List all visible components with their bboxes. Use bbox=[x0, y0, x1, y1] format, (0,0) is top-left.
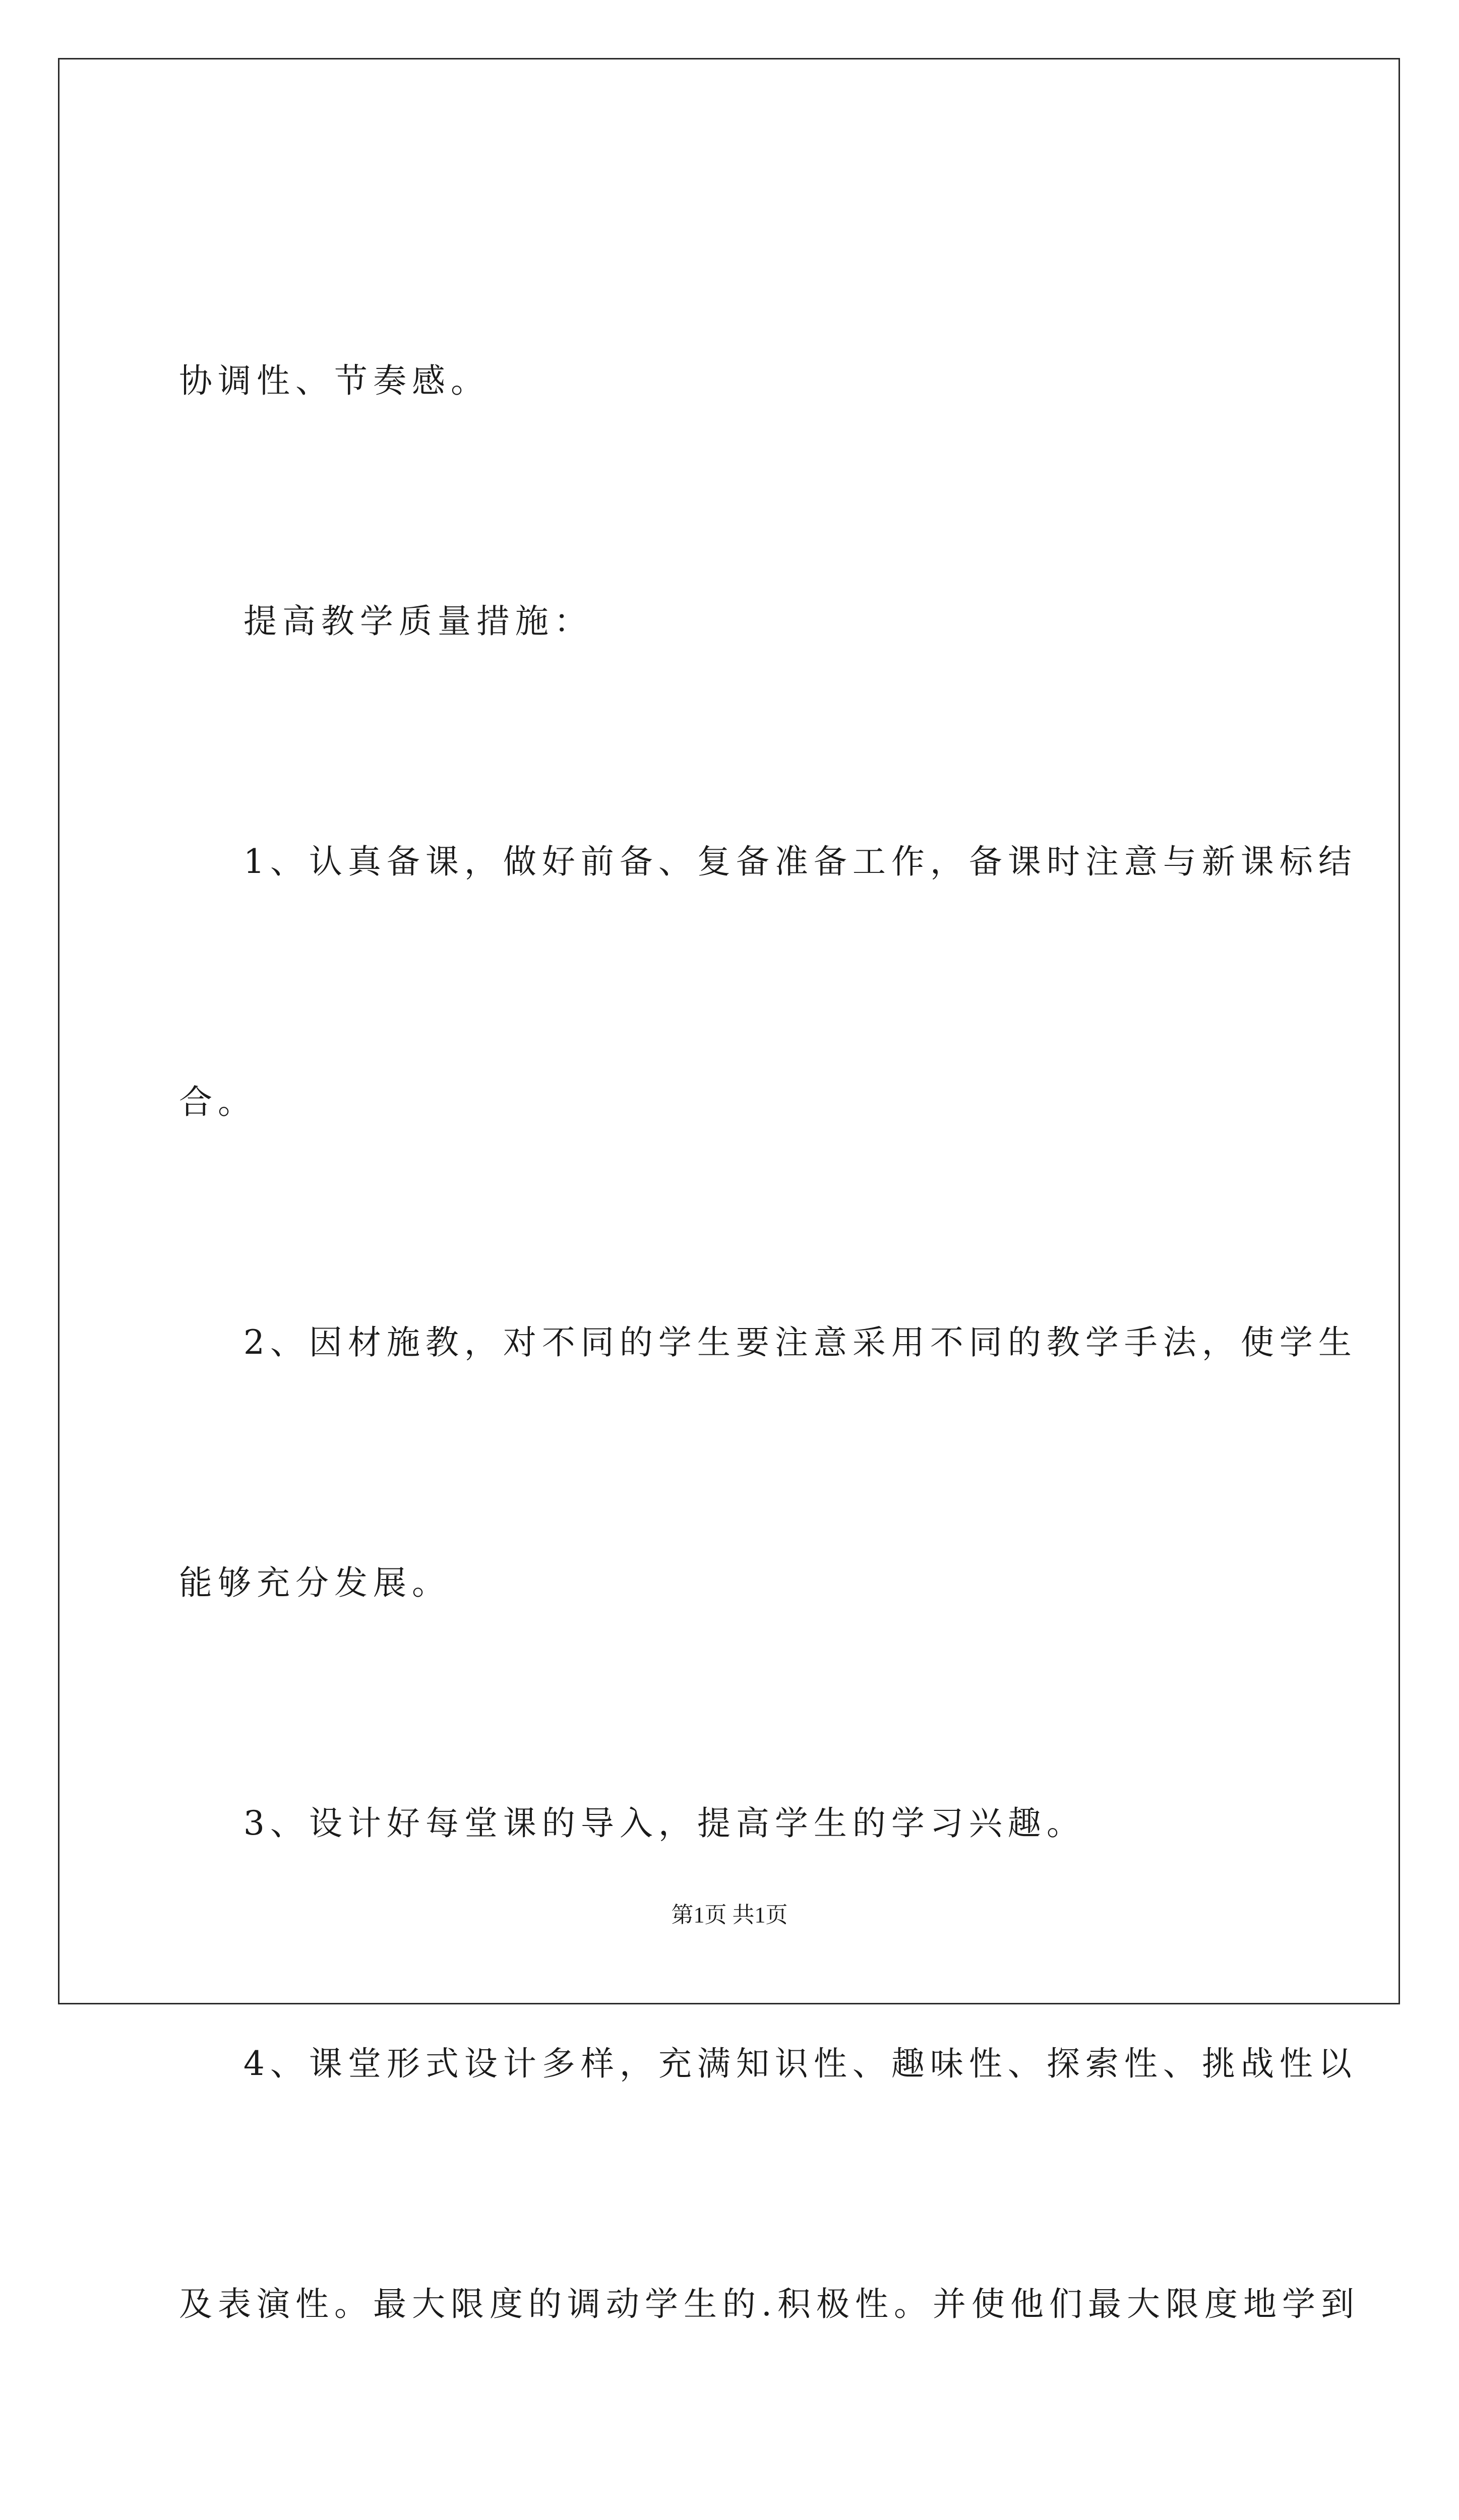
document-body bbox=[179, 180, 1360, 2520]
page-footer bbox=[0, 1900, 1459, 1930]
text-line: 4、课堂形式设计多样，充满知识性、趣味性、探索性、挑战性以 bbox=[179, 2044, 1357, 2083]
text-line: 及表演性。最大限度的调动学生的.积极性。并使他们最大限度地学到 bbox=[179, 2285, 1360, 2323]
text-line: 合。 bbox=[179, 1083, 257, 1121]
text-line: 协调性、节奏感。 bbox=[179, 361, 490, 400]
text-line: 能够充分发展。 bbox=[179, 1563, 451, 1602]
text-line: 1、认真备课，做好前备、复备准备工作，备课时注意与新课标结 bbox=[179, 842, 1357, 881]
text-line: 3、设计好每堂课的导入，提高学生的学习兴趣。 bbox=[179, 1804, 1085, 1843]
page-number-label: 第1页 共1页 bbox=[671, 1903, 788, 1927]
text-line: 2、因材施教，对不同的学生要注意采用不同的教学手法，使学生 bbox=[179, 1323, 1357, 1362]
text-line: 提高教学质量措施： bbox=[179, 602, 593, 641]
text-line bbox=[179, 2504, 1288, 2520]
